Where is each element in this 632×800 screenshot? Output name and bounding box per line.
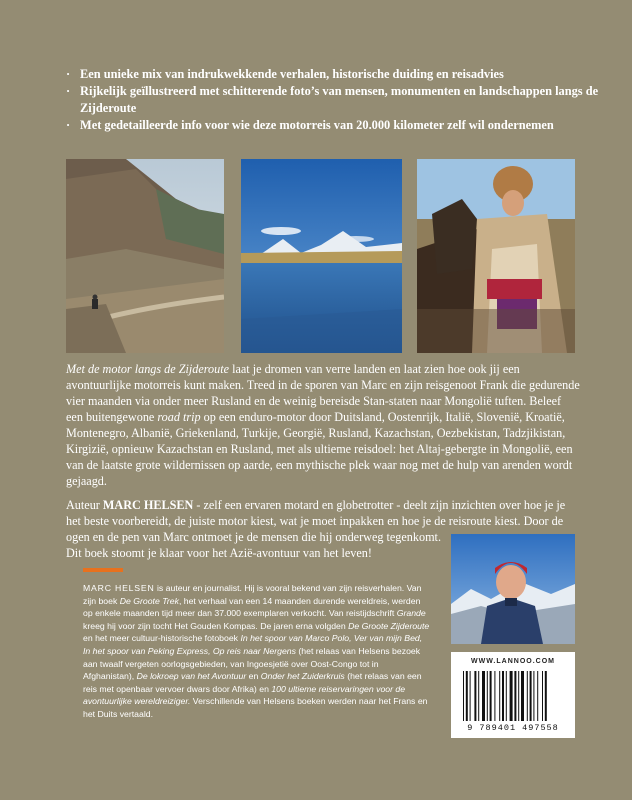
description-paragraph-1: Met de motor langs de Zijderoute laat je dromen van verre landen en laat zien hoe ook jij een avontuurlijke motorreis kunt maken. Treed in de sporen van Marc en zijn reisgenoot Frank die gedurende vier maanden via onder meer Rusland en de weinig bereisde Stan-staten naar Mongolië tuften. Beleef een buitengewone road trip op een enduro-motor door Duitsland, Oostenrijk, Italië, Slovenië, Kroatië, Montenegro, Albanië, Griekenland, Turkije, Georgië, Rusland, Kazachstan, Oezbekistan, Tadzjikistan, Kirgizië, opnieuw Kazachstan en Rusland, met als ultieme reisdoel: het Altaj-gebergte in Mongolië, een van de laatste grote wildernissen op aarde, een mythische plek waar nog met de hulp van arenden wordt gejaagd. <box>66 362 580 488</box>
photo-mountain-road <box>66 159 224 353</box>
barcode-icon <box>463 671 563 723</box>
photo-strip <box>66 159 575 353</box>
feature-bullets <box>66 66 606 134</box>
bullet-item: · Rijkelijk geïllustreerd met schitterende foto’s van mensen, monumenten en landschappen langs de Zijderoute <box>66 83 606 117</box>
book-title: Met de motor langs de Zijderoute <box>66 362 230 376</box>
isbn-digits: 9 789401 497558 <box>467 723 559 733</box>
author-name: MARC HELSEN <box>102 498 194 512</box>
photo-mountain-lake <box>241 159 402 353</box>
description-paragraph-3: Dit boek stoomt je klaar voor het Azië-avontuur van het leven! <box>66 546 372 560</box>
barcode-panel <box>451 652 575 738</box>
photo-eagle-hunter <box>417 159 575 353</box>
accent-bar <box>83 568 123 572</box>
author-bio: MARC HELSEN is auteur en journalist. Hij is vooral bekend van zijn reisverhalen. Van zijn boek De Groote Trek, het verhaal van een 14 maanden durende wereldreis, werden op enkele maanden tijd meer dan 37.000 exemplaren verkocht. Van reistijdschrift Grande kreeg hij voor zijn tocht Het Gouden Kompas. De jaren erna volgden De Groote Zijderoute en het meer cultuur-historische fotoboek In het spoor van Marco Polo, Ver van mijn Bed, In het spoor van Peking Express, Op reis naar Nergens (het relaas van Helsens bezoek aan twaalf vergeten oorlogsgebieden, van Ingoesjetië over Oost-Congo tot in Afghanistan), De lokroep van het Avontuur en Onder het Zuiderkruis (het relaas van een reis met openbaar vervoer dwars door Afrika) en 100 ultieme reiservaringen voor de avontuurlijke wereldreiziger. Verschillende van Helsens boeken werden naar het Frans en het Duits vertaald. <box>83 583 430 719</box>
author-photo <box>451 534 575 644</box>
publisher-url: WWW.LANNOO.COM <box>471 658 555 665</box>
description-paragraph-2: Auteur MARC HELSEN - zelf een ervaren motard en globetrotter - deelt zijn inzichten over hoe je je het beste voorbereidt, de juiste motor kiest, wat je moet inpakken en hoe je de reisroute kiest. Door de ogen en de pen van Marc ontmoet je de mensen die hij onderweg tegenkomt. <box>66 498 566 544</box>
bullet-item: · Met gedetailleerde info voor wie deze motorreis van 20.000 kilometer zelf wil ondernemen <box>66 117 606 134</box>
bullet-item: · Een unieke mix van indrukwekkende verhalen, historische duiding en reisadvies <box>66 66 606 83</box>
